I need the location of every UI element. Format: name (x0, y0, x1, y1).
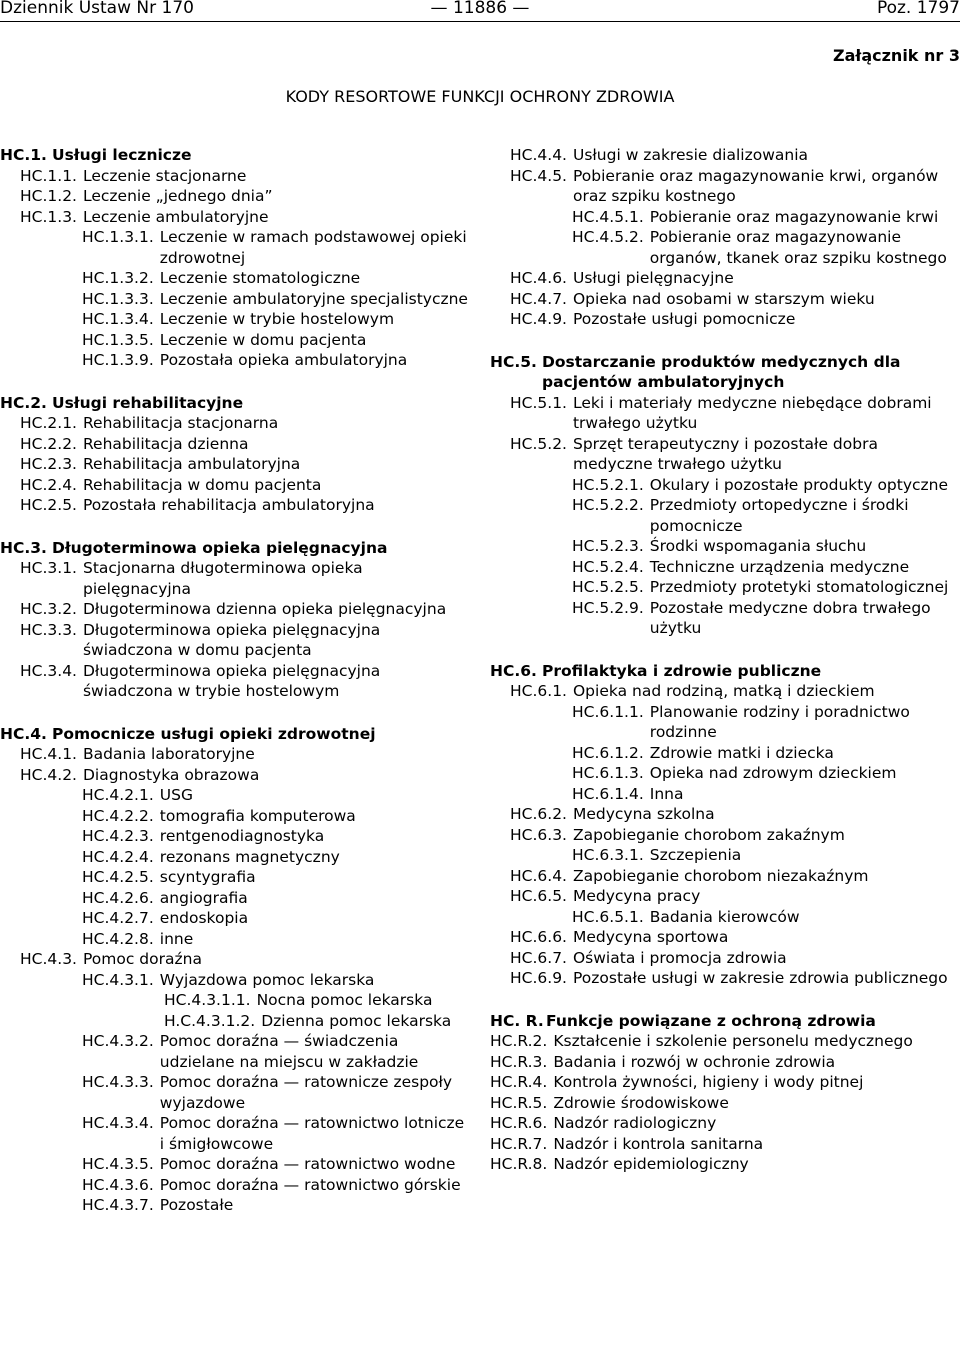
item-label: Nadzór i kontrola sanitarna (553, 1134, 764, 1153)
item-label: Usługi w zakresie dializowania (572, 146, 809, 164)
position-number: Poz. 1797 (876, 0, 960, 18)
item-code: HC.R.2. (490, 1032, 548, 1050)
item-label: rezonans magnetyczny (159, 847, 340, 866)
item-label: Diagnostyka obrazowa (82, 765, 260, 784)
item-label: Leczenie „jednego dnia” (82, 187, 273, 205)
item-code: HC.6.3.1. (572, 846, 644, 864)
item-label: Nadzór radiologiczny (553, 1114, 717, 1132)
code-list-item (0, 661, 470, 702)
item-label: Zdrowie środowiskowe (553, 1093, 729, 1112)
item-label: Rehabilitacja w domu pacjenta (82, 475, 322, 494)
code-list-item (490, 1052, 960, 1073)
code-list-item (490, 702, 960, 743)
right-column (490, 145, 960, 1197)
section-code: HC.1. (0, 146, 47, 164)
code-list-item (0, 434, 470, 455)
item-code: HC.2.1. (20, 414, 77, 432)
item-code: HC.R.3. (490, 1052, 548, 1071)
item-code: HC.4.3.2. (82, 1032, 154, 1050)
item-code: HC.4.5.2. (572, 228, 644, 246)
item-code: HC.4.3.1. (82, 970, 154, 989)
item-label: Leczenie w domu pacjenta (159, 330, 367, 349)
section (0, 145, 470, 371)
item-label: Pozostałe (159, 1196, 234, 1214)
item-label: Leczenie stomatologiczne (159, 269, 361, 287)
section-label: Długoterminowa opieka pielęgnacyjna (52, 538, 388, 557)
item-label: Długoterminowa opieka pielęgnacyjna świadczona w domu pacjenta (82, 620, 381, 659)
item-code: HC.6.7. (510, 948, 567, 967)
item-code: HC.6.1.3. (572, 764, 644, 782)
code-list-item (0, 1113, 470, 1154)
item-code: HC.4.5. (510, 166, 567, 185)
item-code: HC.5.1. (510, 393, 567, 412)
code-list-item (0, 744, 470, 765)
code-list-item (490, 434, 960, 475)
code-list-item (490, 948, 960, 969)
item-code: HC.1.3.3. (82, 289, 154, 308)
item-code: HC.R.4. (490, 1073, 548, 1091)
item-code: HC.4.3.5. (82, 1155, 154, 1173)
code-list-item (0, 806, 470, 827)
item-label: Badania laboratoryjne (82, 745, 255, 763)
code-list-item (0, 413, 470, 434)
item-label: Leczenie ambulatoryjne (82, 207, 269, 226)
item-code: HC.6.2. (510, 805, 567, 823)
item-label: Oświata i promocja zdrowia (572, 948, 787, 967)
item-label: Pomoc doraźna — ratownicze zespoły wyjazdowe (159, 1073, 453, 1112)
section-label: Funkcje powiązane z ochroną zdrowia (546, 1011, 876, 1030)
item-label: Pomoc doraźna (82, 950, 202, 968)
section-label: Profilaktyka i zdrowie publiczne (542, 661, 822, 680)
item-code: HC.2.2. (20, 434, 77, 453)
item-code: H.C.4.3.1.2. (164, 1011, 256, 1030)
item-label: Pomoc doraźna — ratownictwo górskie (159, 1175, 461, 1194)
item-code: HC.4.2.6. (82, 888, 154, 907)
item-code: HC.4.3.6. (82, 1175, 154, 1194)
item-label: Pozostałe usługi w zakresie zdrowia publicznego (572, 969, 948, 987)
item-code: HC.4.2. (20, 765, 77, 784)
section-code: HC.6. (490, 661, 537, 680)
code-list-item (490, 825, 960, 846)
item-label: Szczepienia (649, 846, 742, 864)
item-code: HC.4.3.7. (82, 1196, 154, 1214)
item-code: HC.1.2. (20, 187, 77, 205)
item-label: Pozostała opieka ambulatoryjna (159, 351, 408, 369)
item-label: Pozostałe usługi pomocnicze (572, 310, 796, 328)
item-label: Dzienna pomoc lekarska (261, 1011, 452, 1030)
section-title (490, 661, 960, 682)
code-list-item (0, 1175, 470, 1196)
code-list-item (0, 495, 470, 516)
item-label: Okulary i pozostałe produkty optyczne (649, 475, 949, 494)
item-code: HC.4.2.4. (82, 847, 154, 866)
item-label: Nocna pomoc lekarska (256, 991, 433, 1009)
code-list-item (490, 886, 960, 907)
item-code: HC.4.3.1.1. (164, 991, 251, 1009)
code-list-item (490, 495, 960, 536)
code-list-item (0, 454, 470, 475)
item-label: Kształcenie i szkolenie personelu medycznego (553, 1032, 913, 1050)
section (0, 393, 470, 516)
code-list-item (0, 289, 470, 310)
item-code: HC.6.4. (510, 866, 567, 885)
code-list-item (490, 1093, 960, 1114)
code-list-item (0, 166, 470, 187)
code-list-item (0, 785, 470, 806)
section-title (0, 724, 470, 745)
section (0, 538, 470, 702)
code-list-item (490, 866, 960, 887)
code-list-item (0, 309, 470, 330)
code-list-item (490, 1134, 960, 1155)
item-code: HC.5.2.9. (572, 598, 644, 617)
item-code: HC.3.3. (20, 620, 77, 639)
item-label: tomografia komputerowa (159, 806, 356, 825)
code-list-item (490, 845, 960, 866)
item-label: Środki wspomagania słuchu (649, 537, 867, 555)
item-code: HC.6.1.4. (572, 784, 644, 803)
item-label: Pobieranie oraz magazynowanie krwi, organów oraz szpiku kostnego (572, 166, 939, 205)
section-label: Usługi lecznicze (52, 146, 192, 164)
left-column (0, 145, 470, 1238)
code-list-item (490, 166, 960, 207)
code-list-item (0, 350, 470, 371)
page-number: — 11886 — (430, 0, 530, 18)
item-code: HC.4.2.1. (82, 786, 154, 804)
item-label: Leki i materiały medyczne niebędące dobrami trwałego użytku (572, 393, 932, 432)
code-list-item (0, 990, 470, 1011)
code-list-item (490, 927, 960, 948)
section (490, 352, 960, 639)
section (490, 661, 960, 989)
code-list-item (0, 227, 470, 268)
item-label: Zapobieganie chorobom niezakaźnym (572, 866, 869, 885)
item-label: Medycyna szkolna (572, 805, 715, 823)
code-list-item (490, 804, 960, 825)
item-label: Rehabilitacja dzienna (82, 434, 249, 453)
header-rule (0, 21, 960, 22)
section (0, 724, 470, 1216)
code-list-item (0, 207, 470, 228)
item-code: HC.4.2.7. (82, 909, 154, 927)
section-title (490, 1011, 960, 1032)
item-code: HC.4.6. (510, 269, 567, 287)
code-list-item (0, 888, 470, 909)
item-code: HC.4.2.3. (82, 827, 154, 845)
item-label: Długoterminowa opieka pielęgnacyjna świadczona w trybie hostelowym (82, 661, 381, 700)
section-label: Usługi rehabilitacyjne (52, 393, 244, 412)
item-label: Leczenie ambulatoryjne specjalistyczne (159, 289, 468, 308)
code-list-item (0, 1072, 470, 1113)
item-label: inne (159, 929, 194, 948)
code-list-item (490, 743, 960, 764)
item-code: HC.4.1. (20, 745, 77, 763)
item-code: HC.R.8. (490, 1155, 548, 1173)
item-code: HC.R.7. (490, 1134, 548, 1153)
section-label: Pomocnicze usługi opieki zdrowotnej (52, 724, 376, 743)
item-label: Usługi pielęgnacyjne (572, 269, 734, 287)
item-label: Planowanie rodziny i poradnictwo rodzinne (649, 702, 910, 741)
item-label: Badania i rozwój w ochronie zdrowia (553, 1052, 836, 1071)
item-label: Pomoc doraźna — świadczenia udzielane na miejscu w zakładzie (159, 1032, 419, 1071)
item-label: Medycyna sportowa (572, 928, 729, 946)
item-code: HC.3.4. (20, 661, 77, 680)
code-list-item (490, 227, 960, 268)
item-code: HC.6.5. (510, 887, 567, 905)
item-code: HC.1.3.1. (82, 228, 154, 246)
code-list-item (0, 1031, 470, 1072)
item-label: Pomoc doraźna — ratownictwo wodne (159, 1155, 456, 1173)
item-code: HC.6.1. (510, 682, 567, 700)
code-list-item (490, 1031, 960, 1052)
code-list-item (490, 557, 960, 578)
code-list-item (0, 908, 470, 929)
code-list-item (0, 1195, 470, 1216)
code-list-item (0, 867, 470, 888)
item-label: Opieka nad osobami w starszym wieku (572, 289, 875, 308)
code-list-item (490, 968, 960, 989)
item-label: Zdrowie matki i dziecka (649, 743, 834, 762)
code-list-item (0, 765, 470, 786)
code-list-item (0, 330, 470, 351)
code-list-item (0, 599, 470, 620)
item-code: HC.1.3.9. (82, 351, 154, 369)
journal-title: Dziennik Ustaw Nr 170 (0, 0, 194, 18)
item-code: HC.4.5.1. (572, 207, 644, 226)
item-label: Leczenie w trybie hostelowym (159, 310, 395, 328)
item-code: HC.6.1.2. (572, 743, 644, 762)
code-list-item (490, 268, 960, 289)
item-code: HC.1.3.2. (82, 269, 154, 287)
code-list-item (0, 826, 470, 847)
code-list-item (490, 598, 960, 639)
item-label: scyntygrafia (159, 868, 256, 886)
code-list-item (0, 186, 470, 207)
item-code: HC.4.7. (510, 289, 567, 308)
section-code: HC. R. (490, 1011, 544, 1030)
document-title: KODY RESORTOWE FUNKCJI OCHRONY ZDROWIA (285, 87, 675, 106)
item-label: Wyjazdowa pomoc lekarska (159, 970, 375, 989)
item-label: Sprzęt terapeutyczny i pozostałe dobra medyczne trwałego użytku (572, 434, 878, 473)
item-code: HC.4.2.5. (82, 868, 154, 886)
section (490, 1011, 960, 1175)
item-label: Przedmioty protetyki stomatologicznej (649, 578, 949, 596)
section-code: HC.2. (0, 393, 47, 412)
code-list-item (490, 1072, 960, 1093)
item-label: Medycyna pracy (572, 887, 701, 905)
item-code: HC.2.5. (20, 496, 77, 514)
item-label: Rehabilitacja stacjonarna (82, 414, 279, 432)
section-title (0, 393, 470, 414)
item-code: HC.4.9. (510, 310, 567, 328)
code-list-item (490, 784, 960, 805)
item-code: HC.4.4. (510, 146, 567, 164)
section-code: HC.5. (490, 352, 537, 371)
item-label: Nadzór epidemiologiczny (553, 1155, 749, 1173)
item-label: Opieka nad rodziną, matką i dzieckiem (572, 682, 875, 700)
item-label: Pobieranie oraz magazynowanie krwi (649, 207, 939, 226)
section-title (0, 145, 470, 166)
code-list-item (490, 1113, 960, 1134)
item-code: HC.5.2.1. (572, 475, 644, 494)
item-code: HC.3.1. (20, 559, 77, 577)
item-code: HC.6.9. (510, 969, 567, 987)
section-code: HC.3. (0, 538, 47, 557)
section (490, 145, 960, 330)
item-label: Rehabilitacja ambulatoryjna (82, 455, 301, 473)
item-code: HC.1.3. (20, 207, 77, 226)
code-list-item (490, 907, 960, 928)
item-label: angiografia (159, 888, 248, 907)
code-list-item (0, 1154, 470, 1175)
item-code: HC.6.3. (510, 825, 567, 844)
item-label: Badania kierowców (649, 907, 800, 926)
item-label: endoskopia (159, 909, 249, 927)
item-label: Leczenie w ramach podstawowej opieki zdrowotnej (159, 228, 467, 267)
code-list-item (490, 1154, 960, 1175)
item-label: Pomoc doraźna — ratownictwo lotnicze i śmigłowcowe (159, 1114, 465, 1153)
code-list-item (490, 145, 960, 166)
item-code: HC.1.3.5. (82, 330, 154, 349)
item-label: Zapobieganie chorobom zakaźnym (572, 825, 845, 844)
code-list-item (490, 289, 960, 310)
section-code: HC.4. (0, 724, 47, 743)
section-title (0, 538, 470, 559)
code-list-item (0, 847, 470, 868)
item-code: HC.5.2.5. (572, 578, 644, 596)
item-label: Pozostałe medyczne dobra trwałego użytku (649, 598, 931, 637)
item-code: HC.3.2. (20, 600, 77, 618)
code-list-item (0, 558, 470, 599)
item-code: HC.5.2.2. (572, 496, 644, 514)
code-list-item (490, 309, 960, 330)
item-code: HC.6.5.1. (572, 907, 644, 926)
code-list-item (0, 970, 470, 991)
section-label: Dostarczanie produktów medycznych dla pacjentów ambulatoryjnych (542, 352, 901, 391)
code-list-item (0, 949, 470, 970)
item-label: Pozostała rehabilitacja ambulatoryjna (82, 496, 375, 514)
item-code: HC.2.3. (20, 455, 77, 473)
item-code: HC.4.3.4. (82, 1114, 154, 1132)
item-label: rentgenodiagnostyka (159, 827, 325, 845)
item-label: Pobieranie oraz magazynowanie organów, tkanek oraz szpiku kostnego (649, 228, 947, 267)
item-code: HC.1.3.4. (82, 310, 154, 328)
item-code: HC.1.1. (20, 166, 77, 185)
section-title (490, 352, 960, 393)
code-list-item (490, 681, 960, 702)
item-label: Stacjonarna długoterminowa opieka pielęgnacyjna (82, 559, 363, 598)
item-code: HC.6.1.1. (572, 702, 644, 721)
code-list-item (0, 475, 470, 496)
item-label: Przedmioty ortopedyczne i środki pomocnicze (649, 496, 909, 535)
code-list-item (490, 393, 960, 434)
item-label: Kontrola żywności, higieny i wody pitnej (553, 1073, 864, 1091)
item-code: HC.4.3. (20, 950, 77, 968)
item-code: HC.5.2.3. (572, 537, 644, 555)
item-code: HC.4.2.8. (82, 929, 154, 948)
item-code: HC.4.3.3. (82, 1073, 154, 1091)
code-list-item (0, 1011, 470, 1032)
item-code: HC.5.2.4. (572, 557, 644, 576)
item-code: HC.R.6. (490, 1114, 548, 1132)
item-label: Techniczne urządzenia medyczne (649, 557, 910, 576)
code-list-item (0, 620, 470, 661)
item-label: Opieka nad zdrowym dzieckiem (649, 764, 897, 782)
item-code: HC.6.6. (510, 928, 567, 946)
code-list-item (0, 268, 470, 289)
code-list-item (0, 929, 470, 950)
item-code: HC.2.4. (20, 475, 77, 494)
item-label: USG (159, 786, 193, 804)
item-label: Inna (649, 784, 684, 803)
item-code: HC.4.2.2. (82, 806, 154, 825)
item-label: Leczenie stacjonarne (82, 166, 247, 185)
code-list-item (490, 536, 960, 557)
item-code: HC.5.2. (510, 434, 567, 453)
code-list-item (490, 577, 960, 598)
code-list-item (490, 763, 960, 784)
code-list-item (490, 207, 960, 228)
item-label: Długoterminowa dzienna opieka pielęgnacyjna (82, 600, 447, 618)
attachment-label: Załącznik nr 3 (833, 46, 960, 65)
item-code: HC.R.5. (490, 1093, 548, 1112)
code-list-item (490, 475, 960, 496)
